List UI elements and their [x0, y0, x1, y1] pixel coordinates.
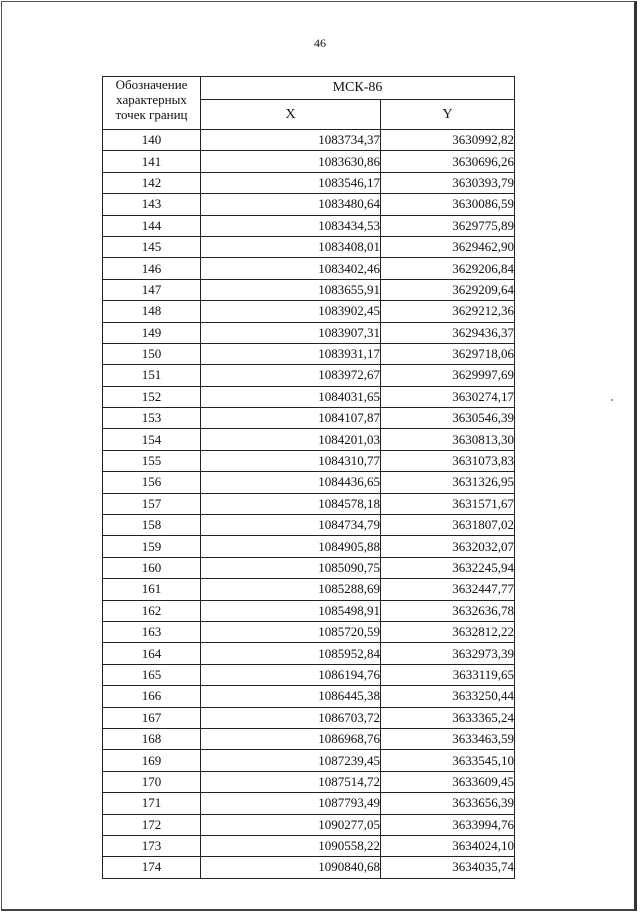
y-coordinate-cell: 3633463,59	[381, 728, 515, 749]
point-id-cell: 157	[103, 493, 201, 514]
coordinates-table	[102, 76, 515, 879]
x-coordinate-cell: 1083902,45	[201, 301, 381, 322]
x-coordinate-cell: 1085720,59	[201, 621, 381, 642]
y-coordinate-cell: 3633119,65	[381, 664, 515, 685]
x-coordinate-cell: 1085498,91	[201, 600, 381, 621]
table-body	[103, 130, 515, 879]
point-id-cell: 169	[103, 750, 201, 771]
point-id-cell: 148	[103, 301, 201, 322]
point-id-cell: 151	[103, 365, 201, 386]
y-coordinate-cell: 3632636,78	[381, 600, 515, 621]
y-coordinate-cell: 3629775,89	[381, 215, 515, 236]
y-coordinate-cell: 3633609,45	[381, 771, 515, 792]
x-coordinate-cell: 1085090,75	[201, 557, 381, 578]
table-row	[103, 536, 515, 557]
y-coordinate-cell: 3633250,44	[381, 686, 515, 707]
point-id-cell: 155	[103, 450, 201, 471]
table-row	[103, 258, 515, 279]
y-coordinate-cell: 3632973,39	[381, 643, 515, 664]
x-coordinate-cell: 1090558,22	[201, 835, 381, 856]
x-coordinate-cell: 1084031,65	[201, 386, 381, 407]
x-coordinate-cell: 1085952,84	[201, 643, 381, 664]
y-coordinate-cell: 3632812,22	[381, 621, 515, 642]
table-row	[103, 151, 515, 172]
x-coordinate-cell: 1083434,53	[201, 215, 381, 236]
point-id-cell: 144	[103, 215, 201, 236]
point-label-header: Обозначение характерных точек границ	[103, 77, 201, 130]
table-row	[103, 643, 515, 664]
point-id-cell: 156	[103, 472, 201, 493]
y-coordinate-cell: 3629209,64	[381, 279, 515, 300]
table-row	[103, 857, 515, 878]
table-row	[103, 450, 515, 471]
x-coordinate-cell: 1086968,76	[201, 728, 381, 749]
point-id-cell: 152	[103, 386, 201, 407]
x-coordinate-cell: 1086445,38	[201, 686, 381, 707]
table-row	[103, 707, 515, 728]
table-row	[103, 279, 515, 300]
x-coordinate-cell: 1083907,31	[201, 322, 381, 343]
y-coordinate-cell: 3630546,39	[381, 408, 515, 429]
x-coordinate-cell: 1085288,69	[201, 579, 381, 600]
x-coordinate-cell: 1083546,17	[201, 172, 381, 193]
coordinate-system-header: МСК-86	[201, 77, 515, 100]
point-id-cell: 159	[103, 536, 201, 557]
y-coordinate-cell: 3633545,10	[381, 750, 515, 771]
y-coordinate-cell: 3632447,77	[381, 579, 515, 600]
y-coordinate-cell: 3629212,36	[381, 301, 515, 322]
point-id-cell: 141	[103, 151, 201, 172]
y-coordinate-cell: 3629436,37	[381, 322, 515, 343]
y-coordinate-cell: 3630086,59	[381, 194, 515, 215]
table-row	[103, 322, 515, 343]
x-coordinate-cell: 1083655,91	[201, 279, 381, 300]
point-id-cell: 172	[103, 814, 201, 835]
y-coordinate-cell: 3629997,69	[381, 365, 515, 386]
point-id-cell: 161	[103, 579, 201, 600]
point-id-cell: 143	[103, 194, 201, 215]
x-coordinate-cell: 1084436,65	[201, 472, 381, 493]
point-id-cell: 158	[103, 515, 201, 536]
y-coordinate-cell: 3630393,79	[381, 172, 515, 193]
table-row	[103, 771, 515, 792]
x-coordinate-cell: 1084734,79	[201, 515, 381, 536]
table-row	[103, 493, 515, 514]
x-coordinate-cell: 1090840,68	[201, 857, 381, 878]
scan-speck	[611, 399, 613, 401]
x-column-header: X	[201, 100, 381, 130]
y-coordinate-cell: 3630992,82	[381, 130, 515, 151]
point-id-cell: 147	[103, 279, 201, 300]
y-coordinate-cell: 3633656,39	[381, 793, 515, 814]
y-coordinate-cell: 3629718,06	[381, 343, 515, 364]
point-id-cell: 170	[103, 771, 201, 792]
table-row	[103, 557, 515, 578]
x-coordinate-cell: 1084905,88	[201, 536, 381, 557]
table-row	[103, 750, 515, 771]
point-id-cell: 140	[103, 130, 201, 151]
point-id-cell: 153	[103, 408, 201, 429]
x-coordinate-cell: 1086703,72	[201, 707, 381, 728]
table-row	[103, 130, 515, 151]
table-row	[103, 621, 515, 642]
table-row	[103, 835, 515, 856]
point-id-cell: 167	[103, 707, 201, 728]
point-id-cell: 145	[103, 236, 201, 257]
table-row	[103, 386, 515, 407]
x-coordinate-cell: 1083734,37	[201, 130, 381, 151]
y-coordinate-cell: 3630274,17	[381, 386, 515, 407]
y-coordinate-cell: 3629206,84	[381, 258, 515, 279]
point-id-cell: 165	[103, 664, 201, 685]
point-id-cell: 149	[103, 322, 201, 343]
point-id-cell: 174	[103, 857, 201, 878]
point-id-cell: 163	[103, 621, 201, 642]
y-coordinate-cell: 3631571,67	[381, 493, 515, 514]
table-row	[103, 814, 515, 835]
table-row	[103, 472, 515, 493]
y-coordinate-cell: 3631326,95	[381, 472, 515, 493]
point-id-cell: 168	[103, 728, 201, 749]
point-id-cell: 160	[103, 557, 201, 578]
table-row	[103, 215, 515, 236]
table-row	[103, 515, 515, 536]
point-id-cell: 171	[103, 793, 201, 814]
y-coordinate-cell: 3634035,74	[381, 857, 515, 878]
point-id-cell: 166	[103, 686, 201, 707]
point-id-cell: 146	[103, 258, 201, 279]
x-coordinate-cell: 1087793,49	[201, 793, 381, 814]
y-coordinate-cell: 3634024,10	[381, 835, 515, 856]
y-coordinate-cell: 3630813,30	[381, 429, 515, 450]
x-coordinate-cell: 1083931,17	[201, 343, 381, 364]
point-id-cell: 164	[103, 643, 201, 664]
table-row	[103, 664, 515, 685]
page-number: 46	[314, 36, 326, 50]
x-coordinate-cell: 1083630,86	[201, 151, 381, 172]
table-row	[103, 172, 515, 193]
x-coordinate-cell: 1084201,03	[201, 429, 381, 450]
y-coordinate-cell: 3631807,02	[381, 515, 515, 536]
point-id-cell: 162	[103, 600, 201, 621]
y-coordinate-cell: 3630696,26	[381, 151, 515, 172]
x-coordinate-cell: 1083408,01	[201, 236, 381, 257]
table-row	[103, 728, 515, 749]
table-row	[103, 194, 515, 215]
table-row	[103, 600, 515, 621]
table-row	[103, 429, 515, 450]
x-coordinate-cell: 1084310,77	[201, 450, 381, 471]
y-coordinate-cell: 3633994,76	[381, 814, 515, 835]
x-coordinate-cell: 1083402,46	[201, 258, 381, 279]
table-row	[103, 579, 515, 600]
table-row	[103, 343, 515, 364]
table-row	[103, 365, 515, 386]
table-row	[103, 686, 515, 707]
y-coordinate-cell: 3632245,94	[381, 557, 515, 578]
x-coordinate-cell: 1086194,76	[201, 664, 381, 685]
x-coordinate-cell: 1087514,72	[201, 771, 381, 792]
x-coordinate-cell: 1083480,64	[201, 194, 381, 215]
point-id-cell: 154	[103, 429, 201, 450]
point-id-cell: 150	[103, 343, 201, 364]
x-coordinate-cell: 1083972,67	[201, 365, 381, 386]
y-coordinate-cell: 3633365,24	[381, 707, 515, 728]
y-coordinate-cell: 3631073,83	[381, 450, 515, 471]
table-row	[103, 301, 515, 322]
x-coordinate-cell: 1084107,87	[201, 408, 381, 429]
table-row	[103, 408, 515, 429]
table-row	[103, 236, 515, 257]
y-column-header: Y	[381, 100, 515, 130]
point-id-cell: 142	[103, 172, 201, 193]
x-coordinate-cell: 1084578,18	[201, 493, 381, 514]
point-id-cell: 173	[103, 835, 201, 856]
x-coordinate-cell: 1090277,05	[201, 814, 381, 835]
x-coordinate-cell: 1087239,45	[201, 750, 381, 771]
y-coordinate-cell: 3629462,90	[381, 236, 515, 257]
table-row	[103, 793, 515, 814]
y-coordinate-cell: 3632032,07	[381, 536, 515, 557]
